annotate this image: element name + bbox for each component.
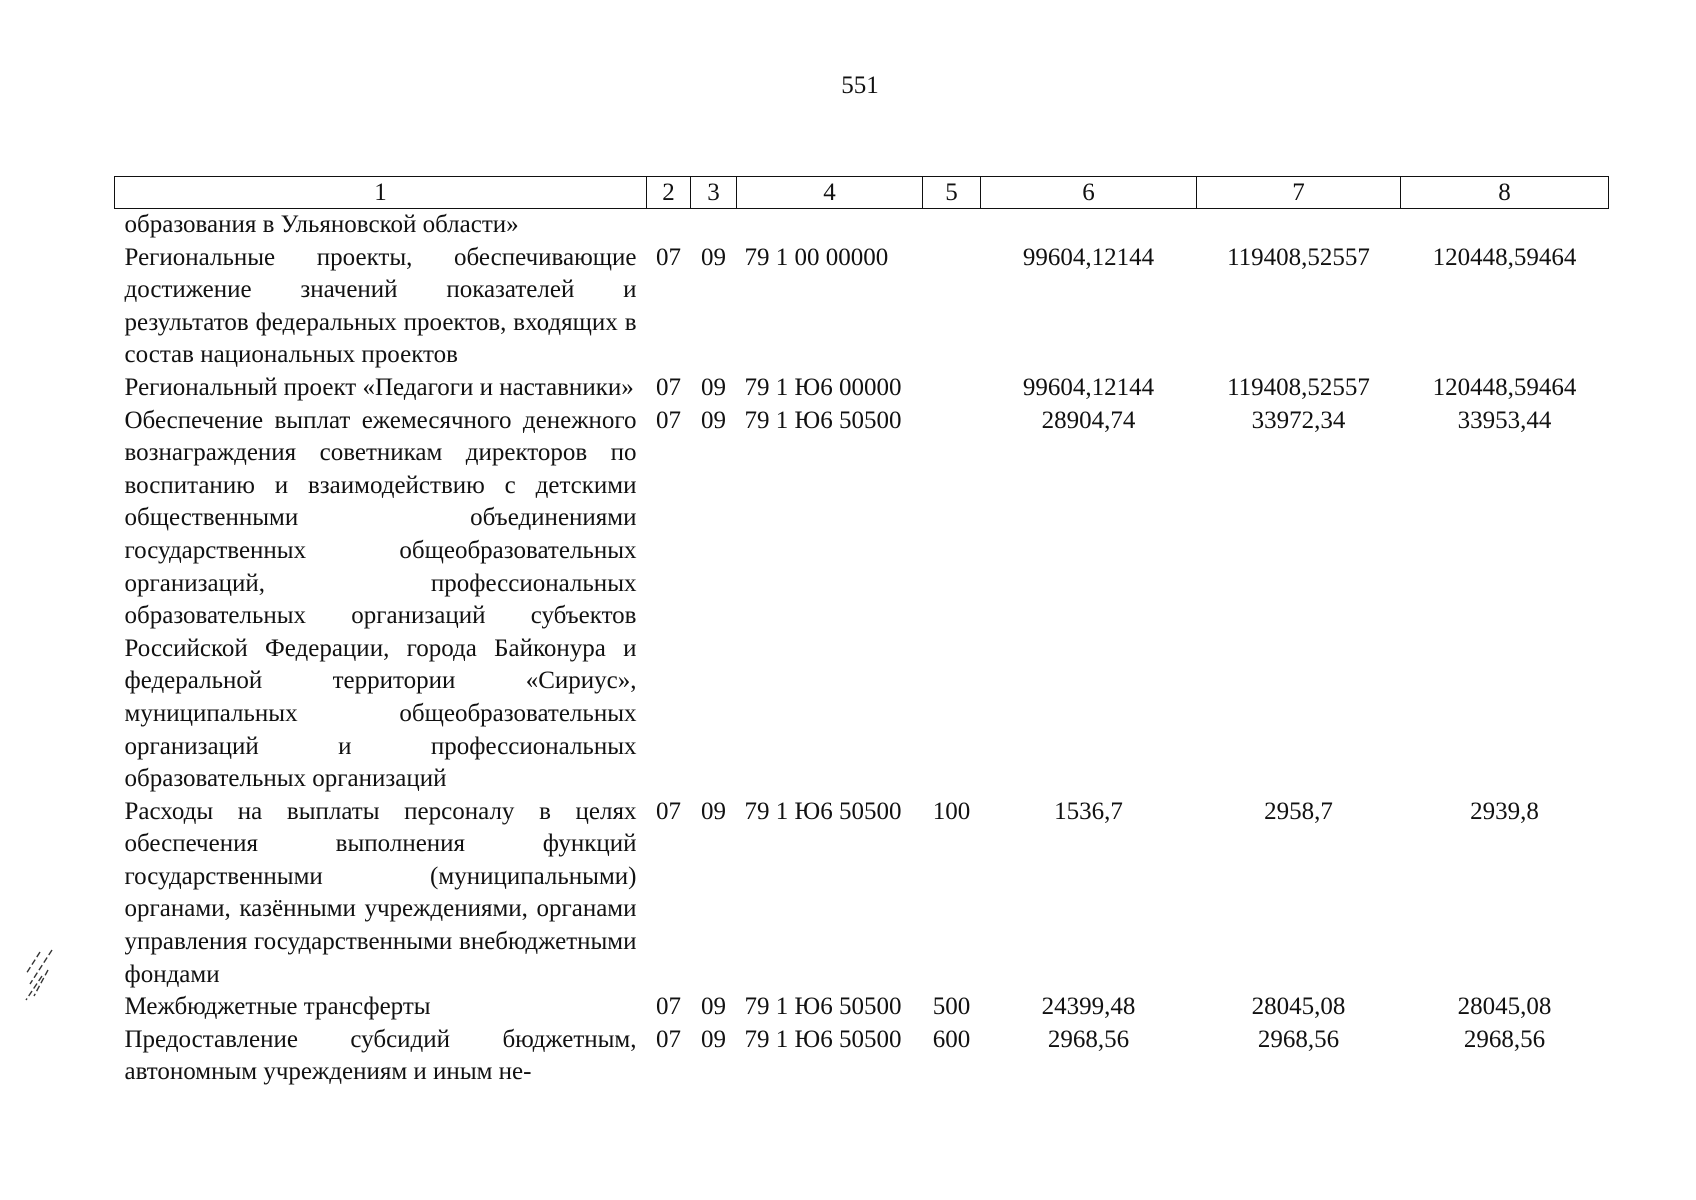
row-name: Предоставление субсидий бюджетным, автономным учреждениям и иным не- bbox=[124, 1025, 637, 1086]
row-sum-1: 99604,12144 bbox=[1022, 243, 1155, 271]
header-col-1: 1 bbox=[115, 177, 647, 209]
row-sum-2: 119408,52557 bbox=[1227, 373, 1370, 401]
row-csr: 79 1 Ю6 50500 bbox=[744, 1025, 902, 1053]
row-razdel: 07 bbox=[656, 993, 681, 1021]
row-csr: 79 1 Ю6 50500 bbox=[744, 406, 902, 434]
row-name: Обеспечение выплат ежемесячного денежного вознаграждения советникам директоров по воспитанию и взаимодействию с детскими общественными объединениями государственных общеобразовательных организаций, профессиональных образовательных организаций субъектов Российской Федерации, города Байконура и федеральной территории «Сириус», муниципальных общеобразовательных организаций и профессиональных образовательных организаций bbox=[124, 406, 637, 793]
row-podrazdel: 09 bbox=[701, 797, 726, 825]
row-sum-2: 28045,08 bbox=[1251, 993, 1346, 1021]
row-sum-1: 2968,56 bbox=[1047, 1025, 1130, 1053]
margin-mark bbox=[22, 946, 62, 1006]
row-vr bbox=[923, 372, 981, 405]
table-header bbox=[115, 177, 1609, 209]
row-podrazdel: 09 bbox=[701, 373, 726, 401]
row-csr: 79 1 00 00000 bbox=[744, 243, 889, 271]
row-csr bbox=[737, 209, 923, 242]
header-col-6: 6 bbox=[981, 177, 1197, 209]
row-vr bbox=[923, 405, 981, 796]
header-col-2: 2 bbox=[647, 177, 691, 209]
budget-table bbox=[114, 176, 1609, 1089]
header-col-8: 8 bbox=[1401, 177, 1609, 209]
table-body bbox=[115, 209, 1609, 1090]
table-row bbox=[115, 209, 1609, 242]
header-col-3: 3 bbox=[691, 177, 737, 209]
header-col-4: 4 bbox=[737, 177, 923, 209]
row-sum-2: 2958,7 bbox=[1264, 797, 1333, 825]
row-vr: 600 bbox=[932, 1025, 971, 1053]
row-vr bbox=[923, 209, 981, 242]
row-sum-2: 2968,56 bbox=[1257, 1025, 1340, 1053]
row-sum-1: 1536,7 bbox=[1054, 797, 1123, 825]
row-sum-3 bbox=[1401, 209, 1609, 242]
row-podrazdel: 09 bbox=[701, 993, 726, 1021]
row-sum-1 bbox=[981, 209, 1197, 242]
row-name: Региональный проект «Педагоги и наставники» bbox=[124, 373, 634, 401]
table-row bbox=[115, 796, 1609, 992]
row-razdel: 07 bbox=[656, 797, 681, 825]
row-sum-2 bbox=[1197, 209, 1401, 242]
row-razdel: 07 bbox=[656, 373, 681, 401]
row-name: Региональные проекты, обеспечивающие достижение значений показателей и результатов федеральных проектов, входящих в состав национальных проектов bbox=[124, 243, 637, 369]
row-sum-3: 33953,44 bbox=[1457, 406, 1552, 434]
row-razdel: 07 bbox=[656, 243, 681, 271]
row-sum-1: 99604,12144 bbox=[1022, 373, 1155, 401]
table-row bbox=[115, 242, 1609, 372]
header-col-5: 5 bbox=[923, 177, 981, 209]
row-podrazdel: 09 bbox=[701, 243, 726, 271]
row-vr bbox=[923, 242, 981, 372]
row-razdel: 07 bbox=[656, 1025, 681, 1053]
header-col-7: 7 bbox=[1197, 177, 1401, 209]
row-sum-3: 120448,59464 bbox=[1432, 373, 1577, 401]
row-vr: 100 bbox=[932, 797, 971, 825]
table-row bbox=[115, 405, 1609, 796]
row-csr: 79 1 Ю6 50500 bbox=[744, 993, 902, 1021]
row-podrazdel: 09 bbox=[701, 1025, 726, 1053]
row-csr: 79 1 Ю6 00000 bbox=[744, 373, 902, 401]
row-vr: 500 bbox=[932, 993, 971, 1021]
row-sum-3: 2939,8 bbox=[1470, 797, 1539, 825]
row-sum-1: 24399,48 bbox=[1041, 993, 1136, 1021]
page-number: 551 bbox=[841, 72, 879, 99]
row-podrazdel: 09 bbox=[701, 406, 726, 434]
row-csr: 79 1 Ю6 50500 bbox=[744, 797, 902, 825]
table-row bbox=[115, 372, 1609, 405]
header-row bbox=[115, 177, 1609, 209]
row-name: образования в Ульяновской области» bbox=[124, 211, 519, 238]
row-razdel: 07 bbox=[656, 406, 681, 434]
row-podrazdel bbox=[691, 209, 737, 242]
table-row bbox=[115, 991, 1609, 1024]
row-razdel bbox=[647, 209, 691, 242]
row-name: Расходы на выплаты персоналу в целях обеспечения выполнения функций государственными (муниципальными) органами, казёнными учреждениями, органами управления государственными внебюджетными фондами bbox=[124, 797, 637, 988]
row-name: Межбюджетные трансферты bbox=[124, 993, 431, 1021]
table-row bbox=[115, 1024, 1609, 1089]
row-sum-2: 119408,52557 bbox=[1227, 243, 1370, 271]
row-sum-3: 28045,08 bbox=[1457, 993, 1552, 1021]
row-sum-2: 33972,34 bbox=[1251, 406, 1346, 434]
row-sum-1: 28904,74 bbox=[1041, 406, 1136, 434]
row-sum-3: 120448,59464 bbox=[1432, 243, 1577, 271]
row-sum-3: 2968,56 bbox=[1463, 1025, 1546, 1053]
